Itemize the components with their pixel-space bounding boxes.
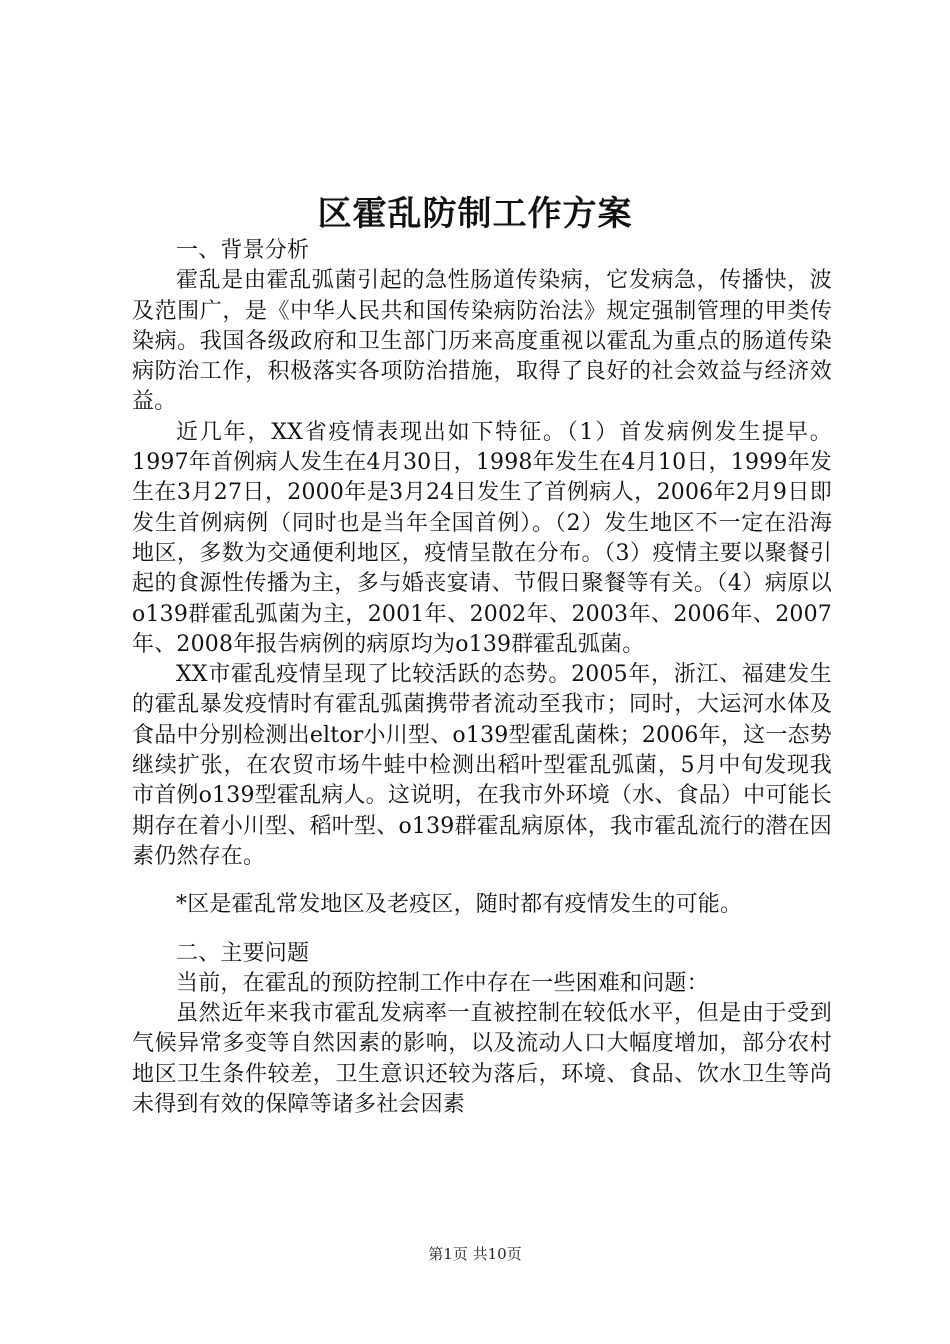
page-number-footer: 第1页 共10页 — [428, 1245, 522, 1263]
paragraph-cholera-intro: 霍乱是由霍乱弧菌引起的急性肠道传染病，它发病急，传播快，波及范围广，是《中华人民共和国传染病防治法》规定强制管理的甲类传染病。我国各级政府和卫生部门历来高度重视以霍乱为重点的肠道传染病防治工作，积极落实各项防治措施，取得了良好的社会效益与经济效益。 — [132, 268, 832, 415]
paragraph-province-features: 近几年，XX省疫情表现出如下特征。（1）首发病例发生提早。1997年首例病人发生在4月30日，1998年发生在4月10日，1999年发生在3月27日，2000年是3月24日发生了首例病人，2006年2月9日即发生首例病例（同时也是当年全国首例）。（2）发生地区不一定在沿海地区，多数为交通便利地区，疫情呈散在分布。（3）疫情主要以聚餐引起的食源性传播为主，多与婚丧宴请、节假日聚餐等有关。（4）病原以o139群霍乱弧菌为主，2001年、2002年、2003年、2006年、2007年、2008年报告病例的病原均为o139群霍乱弧菌。 — [132, 419, 832, 657]
document-body — [132, 236, 832, 1120]
paragraph-problems-detail: 虽然近年来我市霍乱发病率一直被控制在较低水平，但是由于受到气候异常多变等自然因素的影响，以及流动人口大幅度增加，部分农村地区卫生条件较差，卫生意识还较为落后，环境、食品、饮水卫生等尚未得到有效的保障等诸多社会因素 — [132, 1001, 832, 1118]
paragraph-district-note: *区是霍乱常发地区及老疫区，随时都有疫情发生的可能。 — [176, 892, 743, 918]
section-heading-problems: 二、主要问题 — [176, 940, 310, 966]
section-heading-background: 一、背景分析 — [176, 238, 310, 263]
paragraph-city-situation: XX市霍乱疫情呈现了比较活跃的态势。2005年，浙江、福建发生的霍乱暴发疫情时有霍乱弧菌携带者流动至我市；同时，大运河水体及食品中分别检测出eltor小川型、o139型霍乱菌株；2006年，这一态势继续扩张，在农贸市场牛蛙中检测出稻叶型霍乱弧菌，5月中旬发现我市首例o139型霍乱病人。这说明，在我市外环境（水、食品）中可能长期存在着小川型、稻叶型、o139群霍乱病原体，我市霍乱流行的潜在因素仍然存在。 — [132, 662, 832, 869]
document-title: 区霍乱防制工作方案 — [317, 194, 633, 234]
paragraph-problems-intro: 当前，在霍乱的预防控制工作中存在一些困难和问题： — [176, 970, 709, 996]
